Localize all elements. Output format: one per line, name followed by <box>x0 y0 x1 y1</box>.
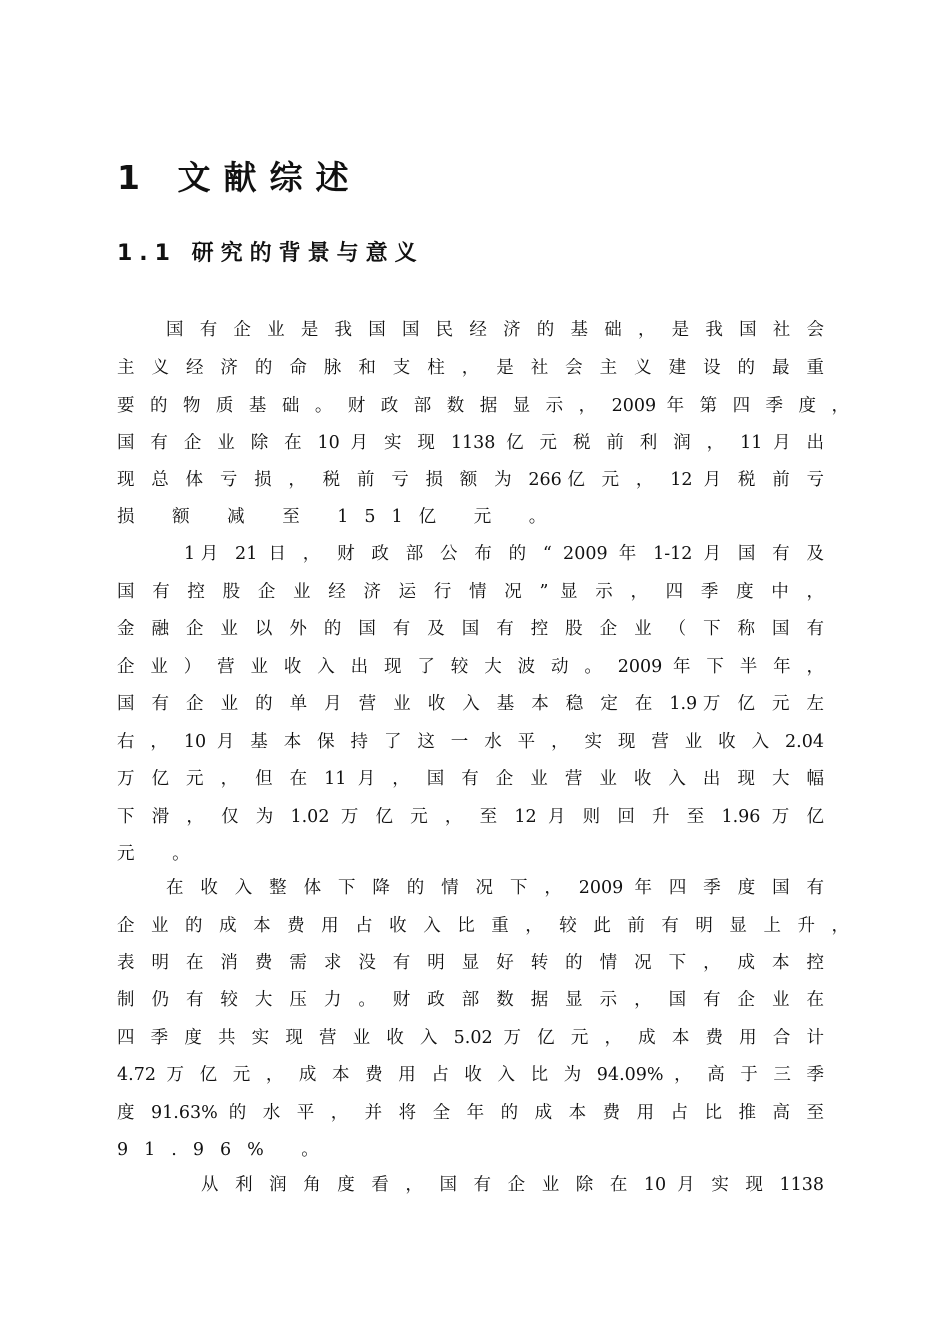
paragraph-line: 下 滑 ， 仅 为 1.02 万 亿 元 ， 至 12 月 则 回 升 至 1.96 万 亿 <box>117 807 824 827</box>
paragraph-line: 国 有 企 业 除 在 10 月 实 现 1138 亿 元 税 前 利 润 ， 11 月 出 <box>117 433 824 453</box>
paragraph-line: 从 利 润 角 度 看 ， 国 有 企 业 除 在 10 月 实 现 1138 <box>201 1175 824 1195</box>
paragraph-line: 表 明 在 消 费 需 求 没 有 明 显 好 转 的 情 况 下 ， 成 本 控 <box>117 953 824 973</box>
paragraph-line: 万 亿 元 ， 但 在 11 月 ， 国 有 企 业 营 业 收 入 出 现 大 幅 <box>117 769 824 789</box>
paragraph-line: 制 仍 有 较 大 压 力 。 财 政 部 数 据 显 示 ， 国 有 企 业 在 <box>117 990 824 1010</box>
paragraph-line: 在 收 入 整 体 下 降 的 情 况 下 ， 2009 年 四 季 度 国 有 <box>166 878 824 898</box>
paragraph-line: 企 业 的 成 本 费 用 占 收 入 比 重 ， 较 此 前 有 明 显 上 升 ， <box>117 916 849 936</box>
paragraph-line: 91.96% 。 <box>117 1140 335 1160</box>
paragraph-line: 1月 21 日 ， 财 政 部 公 布 的 “ 2009 年 1-12 月 国 有 及 <box>184 544 824 564</box>
paragraph-line: 主 义 经 济 的 命 脉 和 支 柱 ， 是 社 会 主 义 建 设 的 最 重 <box>117 358 824 378</box>
paragraph-line: 四 季 度 共 实 现 营 业 收 入 5.02 万 亿 元 ， 成 本 费 用 合 计 <box>117 1028 824 1048</box>
paragraph-line: 企 业 ） 营 业 收 入 出 现 了 较 大 波 动 。 2009 年 下 半 年 ， <box>117 657 824 677</box>
paragraph-line: 损 额 减 至 151亿 元 。 <box>117 507 563 527</box>
paragraph-line: 国 有 控 股 企 业 经 济 运 行 情 况 ” 显 示 ， 四 季 度 中 ， <box>117 582 824 602</box>
section-heading: 1.1 研究的背景与意义 <box>117 241 424 266</box>
paragraph-line: 4.72 万 亿 元 ， 成 本 费 用 占 收 入 比 为 94.09% ， 高 于 三 季 <box>117 1065 824 1085</box>
paragraph-line: 度 91.63% 的 水 平 ， 并 将 全 年 的 成 本 费 用 占 比 推 高 至 <box>117 1103 824 1123</box>
paragraph-line: 元 。 <box>117 844 206 864</box>
paragraph-line: 金 融 企 业 以 外 的 国 有 及 国 有 控 股 企 业 （ 下 称 国 有 <box>117 619 824 639</box>
paragraph-line: 国 有 企 业 是 我 国 国 民 经 济 的 基 础 ， 是 我 国 社 会 <box>166 320 824 340</box>
chapter-heading: 1 文献综述 <box>117 158 362 197</box>
paragraph-line: 国 有 企 业 的 单 月 营 业 收 入 基 本 稳 定 在 1.9万 亿 元 左 <box>117 694 824 714</box>
paragraph-line: 右 ， 10 月 基 本 保 持 了 这 一 水 平 ， 实 现 营 业 收 入 2.04 <box>117 732 824 752</box>
paragraph-line: 现 总 体 亏 损 ， 税 前 亏 损 额 为 266亿 元 ， 12 月 税 前 亏 <box>117 470 824 490</box>
paragraph-line: 要 的 物 质 基 础 。 财 政 部 数 据 显 示 ， 2009 年 第 四 季 度 ， <box>117 396 849 416</box>
